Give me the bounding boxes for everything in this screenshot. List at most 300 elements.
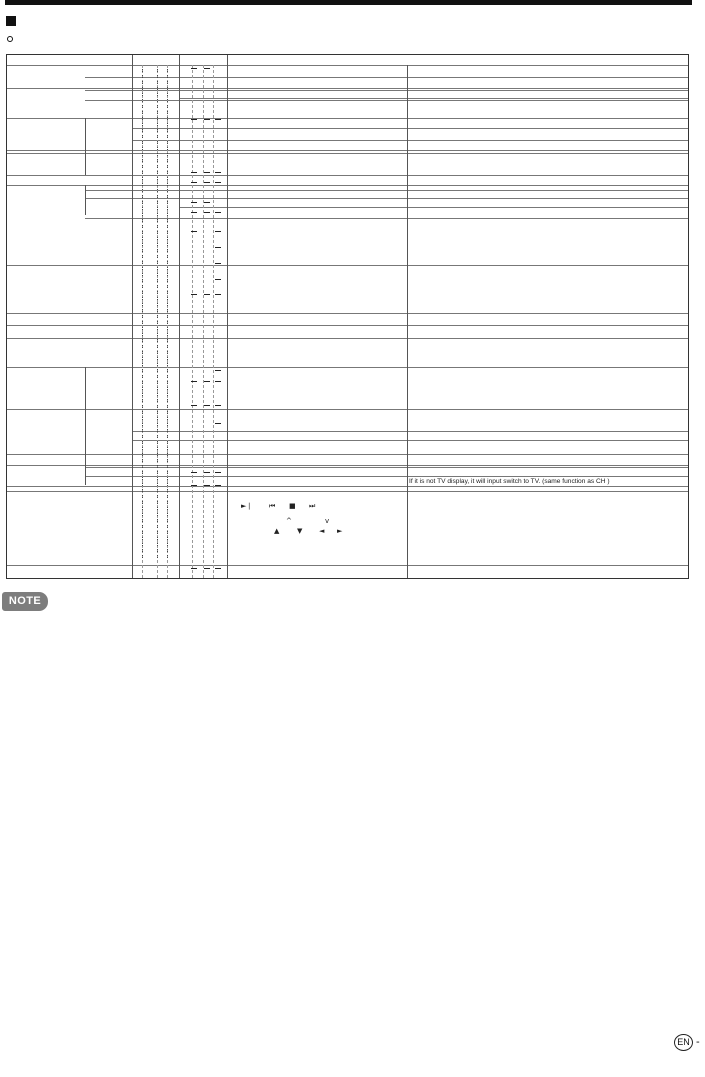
command-table [6, 54, 689, 579]
code-stub [157, 177, 158, 180]
code-stub [167, 345, 168, 348]
code-stub [167, 423, 168, 426]
code-stub [167, 303, 168, 306]
code-stub [167, 453, 168, 456]
code-stub [167, 489, 168, 492]
code-stub [142, 129, 143, 132]
code-stub [142, 69, 143, 72]
code-stub [157, 249, 158, 252]
code-stub [157, 213, 158, 216]
code-stub [142, 543, 143, 546]
code-stub [157, 207, 158, 210]
code-tick [215, 370, 221, 371]
code-stub [157, 195, 158, 198]
code-stub [142, 525, 143, 528]
code-stub [157, 441, 158, 444]
code-stub [142, 213, 143, 216]
code-stub [157, 495, 158, 498]
code-stub [157, 339, 158, 342]
code-tick [191, 472, 197, 473]
column-line [132, 55, 133, 578]
code-stub [142, 423, 143, 426]
code-stub [157, 531, 158, 534]
code-stub [142, 459, 143, 462]
code-stub [142, 357, 143, 360]
code-stub [157, 219, 158, 222]
code-stub [157, 399, 158, 402]
code-stub [157, 429, 158, 432]
code-tick [215, 182, 221, 183]
code-stub [157, 489, 158, 492]
skip-forward-icon: ⏭ [309, 502, 316, 510]
code-tick [191, 294, 197, 295]
code-tick [204, 381, 210, 382]
code-tick [204, 119, 210, 120]
code-stub [167, 243, 168, 246]
code-tick [204, 294, 210, 295]
code-stub [142, 465, 143, 468]
code-stub [167, 237, 168, 240]
code-stub [167, 111, 168, 114]
code-stub [157, 273, 158, 276]
code-stub [157, 453, 158, 456]
chevron-down-icon: v [325, 517, 330, 525]
code-stub [142, 285, 143, 288]
code-stub [142, 369, 143, 372]
code-stub [167, 81, 168, 84]
row-divider [7, 486, 688, 487]
code-stub [142, 315, 143, 318]
code-stub [167, 315, 168, 318]
code-tick [215, 279, 221, 280]
sub-row-divider [85, 90, 688, 91]
section-square-icon [6, 16, 16, 26]
sub-row-divider [85, 467, 688, 468]
code-stub [142, 411, 143, 414]
arrow-down-icon: ▼ [297, 527, 303, 535]
code-stub [167, 483, 168, 486]
code-stub [157, 303, 158, 306]
code-stub [142, 81, 143, 84]
code-tick [215, 423, 221, 424]
code-stub [142, 483, 143, 486]
code-stub [167, 447, 168, 450]
sub-row-divider [132, 128, 688, 129]
code-stub [167, 141, 168, 144]
code-stub [142, 453, 143, 456]
code-stub [167, 117, 168, 120]
row-divider [7, 338, 688, 339]
code-stub [142, 381, 143, 384]
code-stub [157, 537, 158, 540]
sub-row-divider [85, 218, 688, 219]
code-stub [142, 75, 143, 78]
code-stub [142, 177, 143, 180]
code-stub [167, 357, 168, 360]
code-stub [142, 225, 143, 228]
code-stub [142, 291, 143, 294]
code-stub [142, 249, 143, 252]
code-stub [142, 531, 143, 534]
code-stub [142, 537, 143, 540]
code-stub [142, 501, 143, 504]
code-stub [167, 393, 168, 396]
code-stub [167, 297, 168, 300]
code-stub [142, 195, 143, 198]
code-stub [157, 267, 158, 270]
code-stub [167, 153, 168, 156]
row-divider [7, 454, 688, 455]
code-tick [191, 381, 197, 382]
code-stub [167, 471, 168, 474]
row-divider [7, 367, 688, 368]
code-stub [167, 309, 168, 312]
code-stub [167, 75, 168, 78]
code-stub [142, 189, 143, 192]
code-stub [167, 519, 168, 522]
code-stub [157, 315, 158, 318]
code-stub [142, 435, 143, 438]
arrow-up-icon: ▲ [274, 527, 280, 535]
code-stub [157, 525, 158, 528]
code-stub [157, 243, 158, 246]
code-stub [167, 399, 168, 402]
code-stub [157, 285, 158, 288]
code-stub [157, 111, 158, 114]
sub-row-divider [85, 77, 688, 78]
code-stub [142, 339, 143, 342]
code-tick [215, 294, 221, 295]
code-stub [167, 555, 168, 558]
code-tick [215, 247, 221, 248]
sub-row-divider [179, 207, 688, 208]
code-stub [157, 423, 158, 426]
code-stub [167, 291, 168, 294]
code-stub [157, 333, 158, 336]
code-stub [142, 519, 143, 522]
code-stub [157, 93, 158, 96]
code-stub [157, 465, 158, 468]
code-tick [191, 172, 197, 173]
code-stub [167, 213, 168, 216]
code-stub [142, 261, 143, 264]
code-stub [142, 387, 143, 390]
code-stub [157, 201, 158, 204]
arrow-left-icon: ◄ [319, 527, 325, 535]
code-stub [142, 231, 143, 234]
code-stub [142, 477, 143, 480]
code-stub [142, 111, 143, 114]
code-stub [157, 153, 158, 156]
code-tick [191, 212, 197, 213]
row-divider [7, 185, 688, 186]
code-stub [142, 93, 143, 96]
code-stub [157, 393, 158, 396]
code-stub [167, 255, 168, 258]
code-stub [142, 279, 143, 282]
code-stub [167, 351, 168, 354]
code-stub [142, 393, 143, 396]
code-stub [157, 555, 158, 558]
code-stub [142, 447, 143, 450]
code-stub [142, 297, 143, 300]
code-stub [142, 405, 143, 408]
code-stub [167, 543, 168, 546]
column-line [227, 55, 228, 578]
code-stub [142, 105, 143, 108]
code-stub [167, 411, 168, 414]
code-tick [191, 182, 197, 183]
code-stub [142, 549, 143, 552]
code-stub [142, 375, 143, 378]
code-stub [167, 513, 168, 516]
code-stub [157, 123, 158, 126]
sub-row-divider [85, 198, 688, 199]
row-divider [7, 565, 688, 566]
code-tick [215, 212, 221, 213]
code-stub [142, 303, 143, 306]
code-stub [167, 387, 168, 390]
sub-row-divider [85, 476, 688, 477]
code-stub [157, 297, 158, 300]
code-stub [167, 93, 168, 96]
row-divider [7, 150, 688, 151]
code-stub [157, 543, 158, 546]
code-stub [157, 483, 158, 486]
row-divider [7, 491, 688, 492]
sub-row-divider [132, 140, 688, 141]
code-stub [142, 165, 143, 168]
code-stub [167, 333, 168, 336]
code-stub [157, 363, 158, 366]
code-stub [167, 147, 168, 150]
code-stub [142, 237, 143, 240]
code-tick [191, 485, 197, 486]
code-stub [157, 327, 158, 330]
code-stub [157, 279, 158, 282]
code-tick [204, 202, 210, 203]
code-tick [215, 231, 221, 232]
code-stub [167, 195, 168, 198]
code-tick [191, 405, 197, 406]
code-stub [167, 249, 168, 252]
code-stub [142, 327, 143, 330]
code-stub [157, 105, 158, 108]
column-line [407, 65, 408, 578]
column-line [85, 367, 86, 485]
code-stub [167, 261, 168, 264]
column-line [85, 118, 86, 175]
code-stub [167, 285, 168, 288]
row-divider [7, 465, 688, 466]
code-stub [157, 99, 158, 102]
code-tick [215, 485, 221, 486]
input-switch-note: If it is not TV display, it will input switch to TV. (same function as CH ) [409, 478, 610, 485]
code-stub [142, 147, 143, 150]
code-stub [142, 219, 143, 222]
code-stub [167, 231, 168, 234]
code-stub [167, 381, 168, 384]
code-stub [167, 537, 168, 540]
code-stub [157, 519, 158, 522]
sub-row-divider [179, 98, 688, 99]
column-line [179, 55, 180, 578]
sub-row-divider [85, 190, 688, 191]
code-stub [167, 177, 168, 180]
code-stub [167, 105, 168, 108]
code-stub [142, 345, 143, 348]
code-stub [167, 99, 168, 102]
value-column-guide [192, 65, 193, 578]
row-divider [7, 153, 688, 154]
row-divider [7, 65, 688, 66]
sub-row-divider [132, 431, 688, 432]
code-stub [157, 321, 158, 324]
code-stub [157, 291, 158, 294]
code-stub [167, 279, 168, 282]
code-stub [167, 459, 168, 462]
code-tick [204, 568, 210, 569]
code-stub [157, 477, 158, 480]
code-stub [167, 189, 168, 192]
code-stub [167, 207, 168, 210]
code-stub [167, 501, 168, 504]
code-stub [167, 69, 168, 72]
code-stub [167, 531, 168, 534]
play-pause-icon: ►❘ [241, 502, 253, 510]
code-stub [142, 243, 143, 246]
chevron-up-icon: ^ [286, 517, 292, 525]
code-stub [142, 273, 143, 276]
code-stub [157, 87, 158, 90]
header-rule [5, 0, 692, 5]
code-stub [157, 411, 158, 414]
code-stub [142, 333, 143, 336]
row-divider [7, 175, 688, 176]
code-stub [142, 87, 143, 90]
code-tick [204, 485, 210, 486]
code-stub [157, 357, 158, 360]
code-stub [157, 69, 158, 72]
code-stub [142, 507, 143, 510]
code-stub [142, 141, 143, 144]
code-stub [157, 345, 158, 348]
arrow-right-icon: ► [337, 527, 343, 535]
note-badge: NOTE [2, 592, 48, 611]
code-stub [142, 429, 143, 432]
code-stub [157, 159, 158, 162]
code-stub [167, 525, 168, 528]
code-tick [215, 381, 221, 382]
code-stub [142, 495, 143, 498]
code-stub [142, 159, 143, 162]
code-tick [191, 568, 197, 569]
row-divider [7, 265, 688, 266]
code-stub [167, 429, 168, 432]
code-stub [167, 267, 168, 270]
code-stub [142, 153, 143, 156]
code-stub [142, 99, 143, 102]
code-stub [167, 369, 168, 372]
code-stub [167, 477, 168, 480]
code-stub [157, 171, 158, 174]
code-stub [167, 495, 168, 498]
code-tick [204, 472, 210, 473]
code-tick [204, 212, 210, 213]
code-stub [167, 363, 168, 366]
code-stub [157, 165, 158, 168]
code-stub [167, 87, 168, 90]
code-stub [142, 183, 143, 186]
code-stub [167, 219, 168, 222]
code-stub [142, 207, 143, 210]
code-stub [167, 327, 168, 330]
code-stub [142, 201, 143, 204]
code-stub [142, 489, 143, 492]
sub-row-divider [132, 440, 688, 441]
skip-back-icon: ⏮ [269, 502, 276, 510]
code-stub [167, 549, 168, 552]
code-stub [157, 117, 158, 120]
code-stub [167, 135, 168, 138]
code-stub [157, 369, 158, 372]
code-stub [142, 255, 143, 258]
code-stub [157, 435, 158, 438]
code-stub [157, 81, 158, 84]
code-stub [157, 237, 158, 240]
code-stub [167, 165, 168, 168]
value-column-guide [213, 65, 214, 578]
code-stub [167, 417, 168, 420]
code-tick [204, 405, 210, 406]
code-stub [157, 417, 158, 420]
code-stub [157, 231, 158, 234]
code-tick [215, 405, 221, 406]
code-stub [157, 381, 158, 384]
row-divider [7, 409, 688, 410]
code-stub [157, 261, 158, 264]
column-line [85, 185, 86, 215]
row-divider [7, 313, 688, 314]
code-stub [157, 141, 158, 144]
code-stub [157, 147, 158, 150]
code-stub [157, 255, 158, 258]
code-stub [142, 171, 143, 174]
code-stub [157, 405, 158, 408]
code-stub [157, 459, 158, 462]
code-tick [204, 68, 210, 69]
code-stub [157, 135, 158, 138]
code-stub [142, 117, 143, 120]
value-column-guide [203, 65, 204, 578]
code-stub [167, 129, 168, 132]
code-stub [142, 513, 143, 516]
code-stub [142, 555, 143, 558]
code-stub [157, 507, 158, 510]
code-stub [167, 321, 168, 324]
code-stub [142, 123, 143, 126]
code-tick [204, 182, 210, 183]
code-stub [157, 75, 158, 78]
code-tick [191, 202, 197, 203]
code-stub [167, 339, 168, 342]
code-stub [167, 507, 168, 510]
code-stub [142, 309, 143, 312]
code-stub [157, 447, 158, 450]
code-stub [157, 375, 158, 378]
code-tick [204, 172, 210, 173]
code-stub [167, 273, 168, 276]
